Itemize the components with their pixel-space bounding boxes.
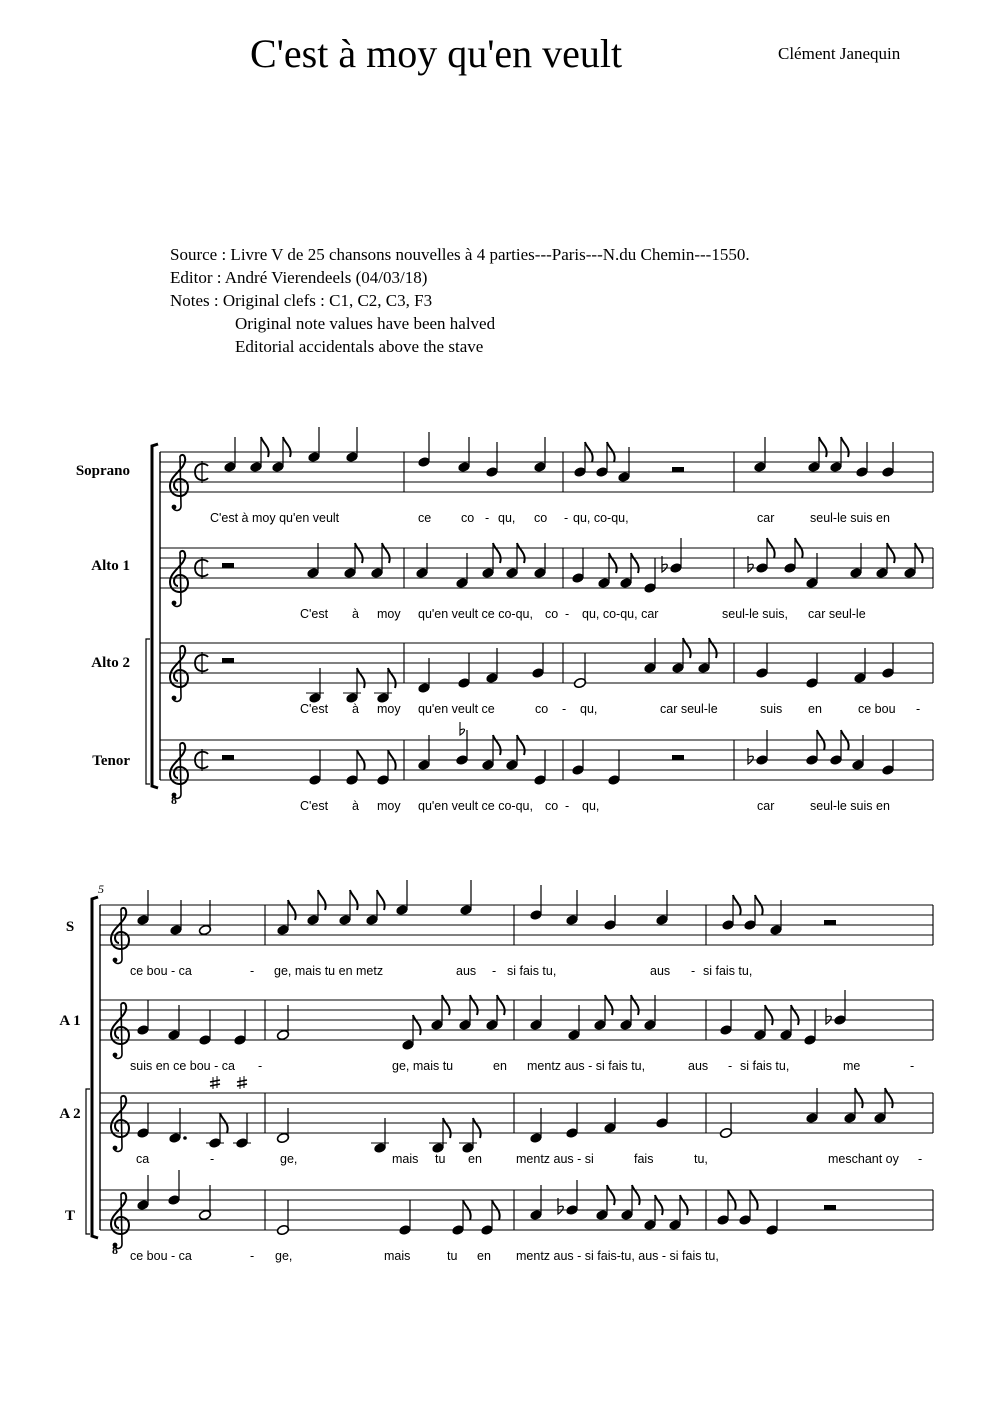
lyric-syllable: - bbox=[910, 1059, 915, 1073]
treble-clef-icon bbox=[170, 743, 188, 799]
system-bracket bbox=[152, 444, 158, 788]
lyric-syllable: ce bou - ca bbox=[130, 1249, 192, 1263]
staff bbox=[59, 990, 933, 1073]
quarter-note bbox=[455, 722, 468, 766]
quarter-note bbox=[136, 1000, 149, 1036]
lyric-syllable: qu'en veult ce co-qu, bbox=[418, 799, 533, 813]
lyric-syllable: meschant oy bbox=[828, 1152, 899, 1166]
lyric-syllable: aus bbox=[456, 964, 477, 978]
quarter-note bbox=[565, 890, 578, 926]
lyric-syllable: ge, mais tu bbox=[392, 1059, 454, 1073]
eighth-note bbox=[306, 890, 325, 926]
quarter-note bbox=[198, 1010, 211, 1046]
lyric-syllable: - bbox=[492, 964, 497, 978]
quarter-note bbox=[533, 437, 546, 473]
lyric-syllable: aus bbox=[688, 1059, 709, 1073]
lyric-syllable: C'est bbox=[300, 799, 329, 813]
half-rest bbox=[824, 1205, 836, 1210]
lyric-syllable: - bbox=[565, 799, 570, 813]
treble-clef-icon bbox=[111, 1003, 129, 1059]
lyric-syllable: tu, bbox=[694, 1152, 708, 1166]
quarter-note bbox=[457, 653, 470, 689]
quarter-note bbox=[607, 750, 620, 786]
quarter-note bbox=[459, 880, 472, 916]
lyric-syllable: moy bbox=[377, 702, 401, 716]
lyric-syllable: à bbox=[352, 799, 359, 813]
half-rest bbox=[672, 755, 684, 760]
half-note bbox=[573, 653, 586, 689]
lyric-syllable: suis en ce bou - ca bbox=[130, 1059, 235, 1073]
quarter-note bbox=[571, 548, 584, 584]
quarter-note bbox=[655, 890, 668, 926]
quarter-note bbox=[755, 643, 768, 679]
eighth-note bbox=[807, 437, 826, 473]
quarter-note bbox=[485, 442, 498, 478]
lyric-syllable: - bbox=[916, 702, 921, 716]
quarter-note bbox=[881, 643, 894, 679]
half-note bbox=[276, 1200, 289, 1236]
lyric-syllable: mais bbox=[392, 1152, 419, 1166]
quarter-note bbox=[167, 1170, 180, 1206]
lyric-syllable: car seul-le bbox=[808, 607, 866, 621]
lyric-syllable: qu'en veult ce bbox=[418, 702, 495, 716]
quarter-note bbox=[223, 437, 236, 473]
lyric-syllable: - bbox=[728, 1059, 733, 1073]
lyric-syllable: - bbox=[258, 1059, 263, 1073]
octave-eight: 8 bbox=[112, 1243, 118, 1257]
quarter-note bbox=[233, 1010, 246, 1046]
lyric-syllable: mentz aus - si bbox=[516, 1152, 594, 1166]
half-rest bbox=[222, 658, 234, 663]
quarter-note bbox=[457, 437, 470, 473]
voice-name: A 2 bbox=[59, 1106, 81, 1122]
notes-source-line: Source : Livre V de 25 chansons nouvelles à 4 parties---Paris---N.du Chemin---1550. bbox=[170, 245, 750, 264]
lyric-syllable: si fais tu, bbox=[740, 1059, 790, 1073]
lyric-syllable: en bbox=[477, 1249, 491, 1263]
quarter-note bbox=[398, 1200, 411, 1236]
quarter-note bbox=[881, 740, 894, 776]
lyric-syllable: ce bou - ca bbox=[130, 964, 192, 978]
eighth-note bbox=[271, 437, 290, 473]
lyric-syllable: co bbox=[545, 607, 559, 621]
lyric-syllable: - bbox=[918, 1152, 923, 1166]
lyric-syllable: co bbox=[461, 511, 475, 525]
treble-clef-icon bbox=[170, 455, 188, 511]
quarter-note bbox=[533, 750, 546, 786]
treble-clef-icon bbox=[111, 908, 129, 964]
lyric-syllable: qu, bbox=[498, 511, 516, 525]
voice-name: T bbox=[64, 1208, 76, 1224]
lyric-syllable: mentz aus - si fais tu, bbox=[527, 1059, 646, 1073]
half-rest bbox=[222, 563, 234, 568]
staff bbox=[91, 538, 933, 621]
quarter-note bbox=[881, 442, 894, 478]
lyric-syllable: à bbox=[352, 607, 359, 621]
sharp-icon bbox=[210, 1076, 220, 1089]
lyric-syllable: seul-le suis en bbox=[810, 799, 890, 813]
quarter-note bbox=[643, 558, 656, 594]
lyric-syllable: ca bbox=[136, 1152, 150, 1166]
lyric-syllable: moy bbox=[377, 607, 401, 621]
voice-name: Alto 1 bbox=[91, 558, 130, 574]
quarter-note bbox=[233, 1076, 251, 1149]
measure-number: 5 bbox=[98, 882, 104, 896]
eighth-note bbox=[338, 890, 357, 926]
lyric-syllable: seul-le suis, bbox=[722, 607, 788, 621]
voice-name: S bbox=[65, 919, 75, 935]
lyric-syllable: - bbox=[565, 607, 570, 621]
staff bbox=[59, 1076, 933, 1166]
lyric-syllable: co bbox=[535, 702, 549, 716]
sharp-icon bbox=[237, 1076, 247, 1089]
lyric-syllable: - bbox=[562, 702, 567, 716]
system-bracket bbox=[92, 897, 98, 1238]
quarter-note bbox=[136, 890, 149, 926]
staff bbox=[92, 722, 933, 813]
eighth-note bbox=[249, 437, 268, 473]
quarter-note bbox=[395, 880, 408, 916]
lyric-syllable: C'est bbox=[300, 702, 329, 716]
half-rest bbox=[672, 467, 684, 472]
score-system-1 bbox=[76, 427, 933, 813]
lyric-syllable: si fais tu, bbox=[507, 964, 557, 978]
staff bbox=[91, 638, 933, 716]
half-note bbox=[719, 1103, 732, 1139]
quarter-note bbox=[417, 432, 430, 468]
lyric-syllable: qu, bbox=[582, 799, 600, 813]
lyric-syllable: tu bbox=[435, 1152, 446, 1166]
staff bbox=[76, 427, 933, 525]
lyric-syllable: car seul-le bbox=[660, 702, 718, 716]
lyric-syllable: aus bbox=[650, 964, 671, 978]
voice-name: Soprano bbox=[75, 463, 130, 479]
quarter-note bbox=[805, 653, 818, 689]
lyric-syllable: mais bbox=[384, 1249, 411, 1263]
quarter-note bbox=[308, 750, 321, 786]
quarter-note bbox=[603, 895, 616, 931]
lyric-syllable: - bbox=[210, 1152, 215, 1166]
eighth-note bbox=[206, 1076, 228, 1149]
voice-name: Tenor bbox=[92, 753, 130, 769]
lyric-syllable: en bbox=[468, 1152, 482, 1166]
quarter-note bbox=[803, 1010, 816, 1046]
lyric-syllable: fais bbox=[634, 1152, 654, 1166]
treble-clef-icon bbox=[111, 1096, 129, 1152]
lyric-syllable: mentz aus - si fais-tu, aus - si fais tu, bbox=[516, 1249, 719, 1263]
treble-clef-icon bbox=[111, 1193, 129, 1249]
lyric-syllable: car bbox=[757, 511, 775, 525]
lyric-syllable: - bbox=[250, 1249, 255, 1263]
quarter-note bbox=[855, 442, 868, 478]
lyric-syllable: - bbox=[250, 964, 255, 978]
notes-editor-line: Editor : André Vierendeels (04/03/18) bbox=[170, 268, 428, 287]
notes-accidentals-line: Editorial accidentals above the stave bbox=[235, 337, 484, 356]
quarter-note bbox=[719, 1000, 732, 1036]
eighth-note bbox=[365, 890, 384, 926]
lyric-syllable: en bbox=[808, 702, 822, 716]
flat-icon bbox=[460, 722, 465, 735]
half-rest bbox=[824, 920, 836, 925]
lyric-syllable: en bbox=[493, 1059, 507, 1073]
lyric-syllable: - bbox=[485, 511, 490, 525]
lyric-syllable: qu, bbox=[580, 702, 598, 716]
lyric-syllable: si fais tu, bbox=[703, 964, 753, 978]
notes-clefs-line: Notes : Original clefs : C1, C2, C3, F3 bbox=[170, 291, 433, 310]
quarter-note bbox=[136, 1103, 149, 1139]
quarter-note bbox=[307, 427, 320, 463]
lyric-syllable: C'est à moy qu'en veult bbox=[210, 511, 340, 525]
quarter-note bbox=[753, 437, 766, 473]
staff bbox=[66, 880, 933, 978]
quarter-note bbox=[531, 643, 544, 679]
lyric-syllable: tu bbox=[447, 1249, 458, 1263]
lyric-syllable: suis bbox=[760, 702, 783, 716]
lyric-syllable: ce bou bbox=[858, 702, 896, 716]
lyric-syllable: ce bbox=[418, 511, 432, 525]
lyric-syllable: C'est bbox=[300, 607, 329, 621]
lyric-syllable: me bbox=[843, 1059, 861, 1073]
quarter-note bbox=[655, 1093, 668, 1129]
quarter-note bbox=[571, 740, 584, 776]
voice-name: Alto 2 bbox=[91, 655, 130, 671]
octave-eight: 8 bbox=[171, 793, 177, 807]
quarter-note bbox=[136, 1175, 149, 1211]
lyric-syllable: car bbox=[757, 799, 775, 813]
composer-name: Clément Janequin bbox=[778, 44, 901, 63]
eighth-note bbox=[829, 437, 848, 473]
quarter-note bbox=[565, 1103, 578, 1139]
half-rest bbox=[222, 755, 234, 760]
lyric-syllable: qu, co-qu, car bbox=[582, 607, 659, 621]
treble-clef-icon bbox=[170, 646, 188, 702]
lyric-syllable: - bbox=[564, 511, 569, 525]
treble-clef-icon bbox=[170, 551, 188, 607]
lyric-syllable: seul-le suis en bbox=[810, 511, 890, 525]
quarter-note bbox=[529, 885, 542, 921]
lyric-syllable: à bbox=[352, 702, 359, 716]
staff bbox=[65, 1170, 933, 1263]
quarter-note bbox=[345, 427, 358, 463]
piece-title: C'est à moy qu'en veult bbox=[250, 31, 623, 76]
sub-bracket bbox=[146, 639, 150, 784]
notes-values-line: Original note values have been halved bbox=[235, 314, 496, 333]
lyric-syllable: co bbox=[545, 799, 559, 813]
voice-name: A 1 bbox=[59, 1013, 81, 1029]
lyric-syllable: qu'en veult ce co-qu, bbox=[418, 607, 533, 621]
lyric-syllable: moy bbox=[377, 799, 401, 813]
score-system-2 bbox=[59, 880, 933, 1263]
lyric-syllable: qu, co-qu, bbox=[573, 511, 629, 525]
lyric-syllable: ge, mais tu en metz bbox=[274, 964, 384, 978]
lyric-syllable: ge, bbox=[275, 1249, 293, 1263]
quarter-note bbox=[765, 1200, 778, 1236]
lyric-syllable: - bbox=[691, 964, 696, 978]
lyric-syllable: ge, bbox=[280, 1152, 298, 1166]
sub-bracket bbox=[86, 1089, 90, 1234]
lyric-syllable: co bbox=[534, 511, 548, 525]
